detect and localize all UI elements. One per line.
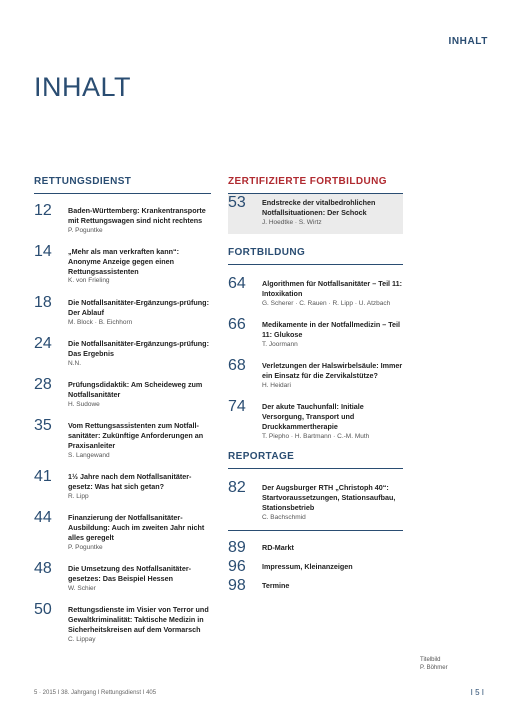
toc-entry[interactable] xyxy=(228,479,403,522)
page-number: 41 xyxy=(34,468,52,486)
toc-entry[interactable] xyxy=(34,243,211,286)
article-author: S. Langewand xyxy=(68,451,110,459)
page-number: 64 xyxy=(228,275,246,293)
page-number: 14 xyxy=(34,243,52,261)
toc-entry[interactable] xyxy=(34,468,211,501)
article-title: Die Notfallsanitäter-Ergänzungs-prüfung: Der Ablauf xyxy=(68,297,209,317)
section-tag: INHALT xyxy=(448,36,488,47)
reportage-entry-list xyxy=(228,479,403,522)
toc-entry[interactable] xyxy=(34,601,211,644)
cover-credit-author: P. Böhmer xyxy=(420,665,448,671)
article-title: RD-Markt xyxy=(262,543,294,553)
article-title: Der akute Tauchunfall: Initiale Versorgung, Transport und Druckkammertherapie xyxy=(262,402,364,431)
article-author: C. Bachschmid xyxy=(262,513,306,521)
page-number: 44 xyxy=(34,509,52,527)
article-author: N.N. xyxy=(68,359,81,367)
page-number: 89 xyxy=(228,539,246,557)
cover-credit-label: Titelbild xyxy=(420,657,441,663)
page-number: 98 xyxy=(228,576,246,594)
page-number: 82 xyxy=(228,479,246,497)
article-author: H. Heidari xyxy=(262,381,291,389)
toc-entry[interactable] xyxy=(228,316,403,349)
article-title: 1½ Jahre nach dem Notfallsanitäter-gesetz: Was hat sich getan? xyxy=(68,472,192,491)
toc-entry[interactable] xyxy=(34,202,211,235)
toc-entry[interactable] xyxy=(228,398,403,441)
article-title: Rettungsdienste im Visier von Terror und Gewaltkriminalität: Taktische Medizin in Sicherheitskreisen auf dem Vormarsch xyxy=(68,605,209,634)
toc-entry[interactable] xyxy=(34,560,211,593)
page-number: 53 xyxy=(228,194,246,211)
page-number: 48 xyxy=(34,560,52,578)
page-number: 28 xyxy=(34,376,52,394)
article-title: Baden-Württemberg: Krankentransporte mit Rettungswagen sind nicht rechtens xyxy=(68,206,206,225)
rettungsdienst-entry-list xyxy=(34,202,211,644)
article-title: Impressum, Kleinanzeigen xyxy=(262,561,353,571)
article-title: Die Notfallsanitäter-Ergänzungs-prüfung: Das Ergebnis xyxy=(68,339,209,358)
article-author: C. Lippay xyxy=(68,635,96,643)
article-author: P. Poguntke xyxy=(68,543,103,551)
toc-entry[interactable] xyxy=(228,557,403,575)
certified-box xyxy=(228,194,403,234)
footer-issue-info: 5 · 2015 I 38. Jahrgang I Rettungsdienst I 405 xyxy=(34,690,157,696)
page-number: 24 xyxy=(34,335,52,353)
section-rule xyxy=(228,468,403,469)
page-title: INHALT xyxy=(34,72,132,102)
section-heading-reportage: REPORTAGE xyxy=(228,451,295,463)
article-title: Die Umsetzung des Notfallsanitäter-gesetzes: Das Beispiel Hessen xyxy=(68,564,192,583)
article-author: T. Piepho · H. Bartmann · C.-M. Muth xyxy=(262,432,370,440)
article-author: T. Joormann xyxy=(262,340,298,348)
toc-entry[interactable] xyxy=(228,357,403,390)
article-author: J. Hoedtke · S. Wirtz xyxy=(262,218,322,226)
article-title: Prüfungsdidaktik: Am Scheideweg zum Notfallsanitäter xyxy=(68,380,203,399)
section-heading-rettungsdienst: RETTUNGSDIENST xyxy=(34,176,132,187)
section-rule xyxy=(228,530,403,531)
misc-entry-list xyxy=(228,539,403,594)
article-author: W. Schier xyxy=(68,584,96,592)
toc-entry[interactable] xyxy=(34,293,211,327)
page-number: 96 xyxy=(228,557,246,575)
article-title: Vom Rettungsassistenten zum Notfall-sanitäter: Zukünftige Anforderungen an Praxisanleiter xyxy=(68,421,204,450)
toc-entry[interactable] xyxy=(34,335,211,368)
page-number: 12 xyxy=(34,202,52,219)
page-number: 50 xyxy=(34,601,52,619)
page-number: 74 xyxy=(228,398,246,416)
article-title: Der Augsburger RTH „Christoph 40“: Startvoraussetzungen, Stationsaufbau, Stationsbetrieb xyxy=(262,483,396,512)
article-author: M. Block · B. Eichhorn xyxy=(68,318,133,326)
right-column xyxy=(228,176,403,594)
article-author: G. Scherer · C. Rauen · R. Lipp · U. Atzbach xyxy=(262,299,391,307)
section-heading-zertifizierte-fortbildung: ZERTIFIZIERTE FORTBILDUNG xyxy=(228,176,387,187)
article-title: Endstrecke der vitalbedrohlichen Notfallsituationen: Der Schock xyxy=(262,198,376,217)
article-title: Verletzungen der Halswirbelsäule: Immer ein Einsatz für die Zervikalstütze? xyxy=(262,361,403,381)
article-title: Medikamente in der Notfallmedizin – Teil 11: Glukose xyxy=(262,320,401,339)
fortbildung-entry-list xyxy=(228,275,403,441)
section-heading-fortbildung: FORTBILDUNG xyxy=(228,247,306,259)
article-author: K. von Frieling xyxy=(68,277,110,285)
page-number: 68 xyxy=(228,357,246,375)
toc-entry[interactable] xyxy=(228,539,403,557)
toc-entry[interactable] xyxy=(228,576,403,594)
article-title: „Mehr als man verkraften kann“: Anonyme Anzeige gegen einen Rettungsassistenten xyxy=(68,247,180,276)
toc-entry[interactable] xyxy=(228,194,397,227)
toc-entry[interactable] xyxy=(34,376,211,409)
section-rule xyxy=(34,193,211,194)
rettungsdienst-column xyxy=(34,176,211,644)
toc-entry[interactable] xyxy=(34,509,211,552)
article-title: Termine xyxy=(262,580,290,590)
section-rule xyxy=(228,264,403,265)
page-number: 35 xyxy=(34,417,52,435)
footer-page-number: I 5 I xyxy=(470,688,484,697)
toc-entry[interactable] xyxy=(34,417,211,460)
toc-entry[interactable] xyxy=(228,275,403,308)
article-author: H. Sudowe xyxy=(68,400,100,408)
article-author: R. Lipp xyxy=(68,492,89,500)
article-author: P. Poguntke xyxy=(68,226,103,234)
cover-credit xyxy=(420,656,448,672)
article-title: Finanzierung der Notfallsanitäter-Ausbildung: Auch im zweiten Jahr nicht alles geregelt xyxy=(68,513,205,542)
page-number: 18 xyxy=(34,293,52,311)
article-title: Algorithmen für Notfallsanitäter – Teil 11: Intoxikation xyxy=(262,279,403,298)
page-number: 66 xyxy=(228,316,246,334)
